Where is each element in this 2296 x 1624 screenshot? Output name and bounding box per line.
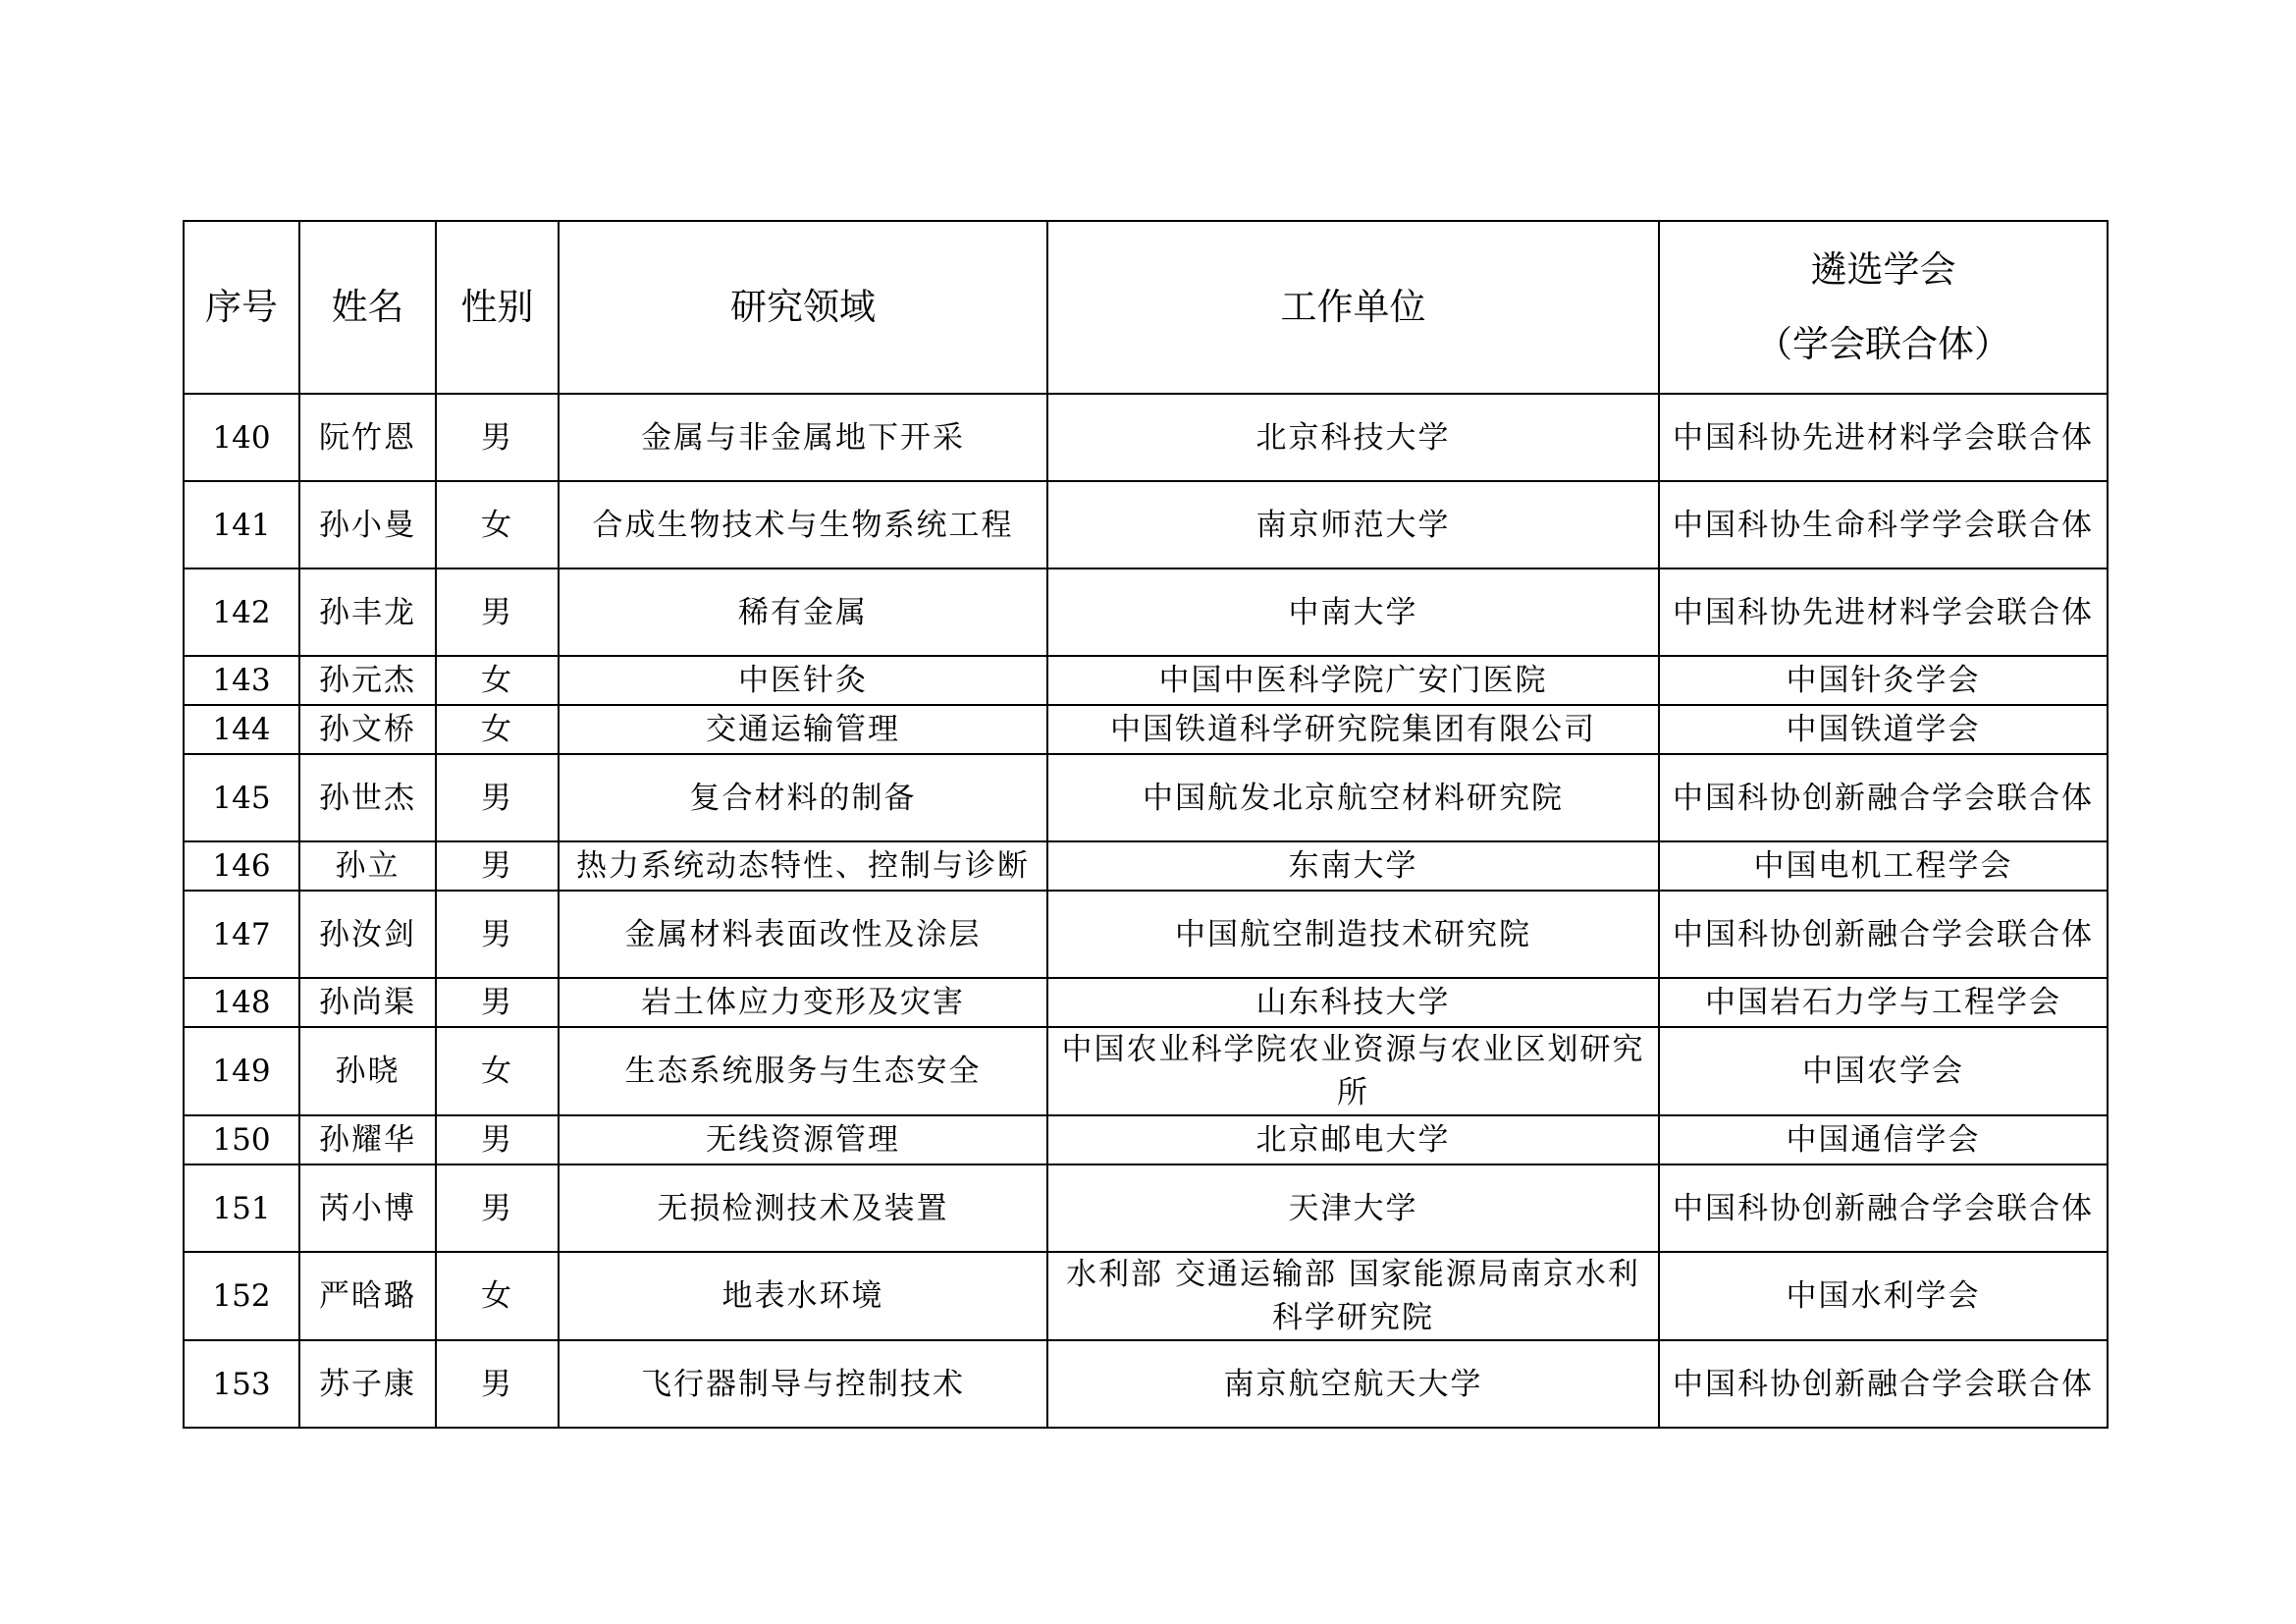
cell-index: 144 (184, 705, 299, 754)
cell-employer: 北京邮电大学 (1047, 1115, 1659, 1164)
cell-name: 孙世杰 (299, 754, 436, 841)
cell-field: 金属与非金属地下开采 (559, 394, 1047, 481)
header-employer: 工作单位 (1047, 221, 1659, 394)
table-row (184, 568, 2108, 656)
cell-society: 中国农学会 (1659, 1027, 2108, 1115)
cell-field: 复合材料的制备 (559, 754, 1047, 841)
cell-index: 140 (184, 394, 299, 481)
cell-employer: 南京师范大学 (1047, 481, 1659, 568)
cell-gender: 女 (436, 1252, 559, 1340)
cell-gender: 女 (436, 1027, 559, 1115)
header-field: 研究领域 (559, 221, 1047, 394)
cell-society: 中国铁道学会 (1659, 705, 2108, 754)
table-row (184, 754, 2108, 841)
cell-name: 严晗璐 (299, 1252, 436, 1340)
cell-gender: 男 (436, 978, 559, 1027)
cell-field: 金属材料表面改性及涂层 (559, 891, 1047, 978)
cell-employer: 北京科技大学 (1047, 394, 1659, 481)
cell-name: 孙小曼 (299, 481, 436, 568)
table-row (184, 978, 2108, 1027)
cell-employer: 中国农业科学院农业资源与农业区划研究所 (1047, 1027, 1659, 1115)
cell-field: 生态系统服务与生态安全 (559, 1027, 1047, 1115)
cell-index: 152 (184, 1252, 299, 1340)
cell-society: 中国电机工程学会 (1659, 841, 2108, 891)
cell-index: 143 (184, 656, 299, 705)
cell-name: 孙立 (299, 841, 436, 891)
header-index: 序号 (184, 221, 299, 394)
cell-society: 中国科协创新融合学会联合体 (1659, 1340, 2108, 1428)
cell-gender: 男 (436, 394, 559, 481)
cell-index: 153 (184, 1340, 299, 1428)
cell-index: 146 (184, 841, 299, 891)
table-row (184, 1340, 2108, 1428)
cell-field: 交通运输管理 (559, 705, 1047, 754)
cell-employer: 中国航发北京航空材料研究院 (1047, 754, 1659, 841)
cell-index: 149 (184, 1027, 299, 1115)
cell-field: 飞行器制导与控制技术 (559, 1340, 1047, 1428)
header-name: 姓名 (299, 221, 436, 394)
cell-gender: 女 (436, 481, 559, 568)
cell-index: 150 (184, 1115, 299, 1164)
table-row (184, 656, 2108, 705)
table-row (184, 1252, 2108, 1340)
cell-field: 地表水环境 (559, 1252, 1047, 1340)
cell-society: 中国通信学会 (1659, 1115, 2108, 1164)
header-society-line1: 遴选学会 (1810, 247, 1956, 291)
header-society (1659, 221, 2108, 394)
cell-name: 阮竹恩 (299, 394, 436, 481)
table-row (184, 891, 2108, 978)
cell-field: 稀有金属 (559, 568, 1047, 656)
cell-name: 孙耀华 (299, 1115, 436, 1164)
cell-name: 孙丰龙 (299, 568, 436, 656)
cell-field: 无损检测技术及装置 (559, 1164, 1047, 1252)
table-row (184, 394, 2108, 481)
cell-name: 孙文桥 (299, 705, 436, 754)
cell-society: 中国科协先进材料学会联合体 (1659, 568, 2108, 656)
cell-employer: 中国航空制造技术研究院 (1047, 891, 1659, 978)
table-row (184, 1027, 2108, 1115)
cell-society: 中国水利学会 (1659, 1252, 2108, 1340)
cell-name: 孙尚渠 (299, 978, 436, 1027)
cell-name: 孙晓 (299, 1027, 436, 1115)
cell-gender: 女 (436, 705, 559, 754)
cell-society: 中国科协创新融合学会联合体 (1659, 754, 2108, 841)
cell-employer: 中国铁道科学研究院集团有限公司 (1047, 705, 1659, 754)
cell-gender: 男 (436, 1340, 559, 1428)
cell-name: 孙元杰 (299, 656, 436, 705)
cell-index: 145 (184, 754, 299, 841)
cell-employer: 南京航空航天大学 (1047, 1340, 1659, 1428)
cell-society: 中国岩石力学与工程学会 (1659, 978, 2108, 1027)
table-row (184, 705, 2108, 754)
cell-gender: 女 (436, 656, 559, 705)
table-row (184, 481, 2108, 568)
cell-index: 147 (184, 891, 299, 978)
cell-society: 中国科协创新融合学会联合体 (1659, 891, 2108, 978)
cell-index: 142 (184, 568, 299, 656)
cell-field: 无线资源管理 (559, 1115, 1047, 1164)
cell-society: 中国针灸学会 (1659, 656, 2108, 705)
cell-employer: 天津大学 (1047, 1164, 1659, 1252)
cell-gender: 男 (436, 754, 559, 841)
selection-list-table (183, 220, 2109, 1429)
cell-gender: 男 (436, 891, 559, 978)
cell-field: 热力系统动态特性、控制与诊断 (559, 841, 1047, 891)
cell-field: 岩土体应力变形及灾害 (559, 978, 1047, 1027)
cell-gender: 男 (436, 1164, 559, 1252)
cell-name: 苏子康 (299, 1340, 436, 1428)
cell-employer: 山东科技大学 (1047, 978, 1659, 1027)
cell-society: 中国科协先进材料学会联合体 (1659, 394, 2108, 481)
cell-index: 141 (184, 481, 299, 568)
cell-employer: 中南大学 (1047, 568, 1659, 656)
cell-gender: 男 (436, 841, 559, 891)
table-row (184, 841, 2108, 891)
cell-society: 中国科协生命科学学会联合体 (1659, 481, 2108, 568)
cell-name: 芮小博 (299, 1164, 436, 1252)
header-gender: 性别 (436, 221, 559, 394)
header-row (184, 221, 2108, 394)
cell-employer: 水利部 交通运输部 国家能源局南京水利科学研究院 (1047, 1252, 1659, 1340)
cell-society: 中国科协创新融合学会联合体 (1659, 1164, 2108, 1252)
cell-gender: 男 (436, 568, 559, 656)
cell-field: 合成生物技术与生物系统工程 (559, 481, 1047, 568)
cell-name: 孙汝剑 (299, 891, 436, 978)
cell-index: 148 (184, 978, 299, 1027)
cell-employer: 东南大学 (1047, 841, 1659, 891)
cell-employer: 中国中医科学院广安门医院 (1047, 656, 1659, 705)
cell-gender: 男 (436, 1115, 559, 1164)
table-row (184, 1164, 2108, 1252)
header-society-line2: （学会联合体） (1756, 323, 2010, 365)
cell-index: 151 (184, 1164, 299, 1252)
table-row (184, 1115, 2108, 1164)
cell-field: 中医针灸 (559, 656, 1047, 705)
